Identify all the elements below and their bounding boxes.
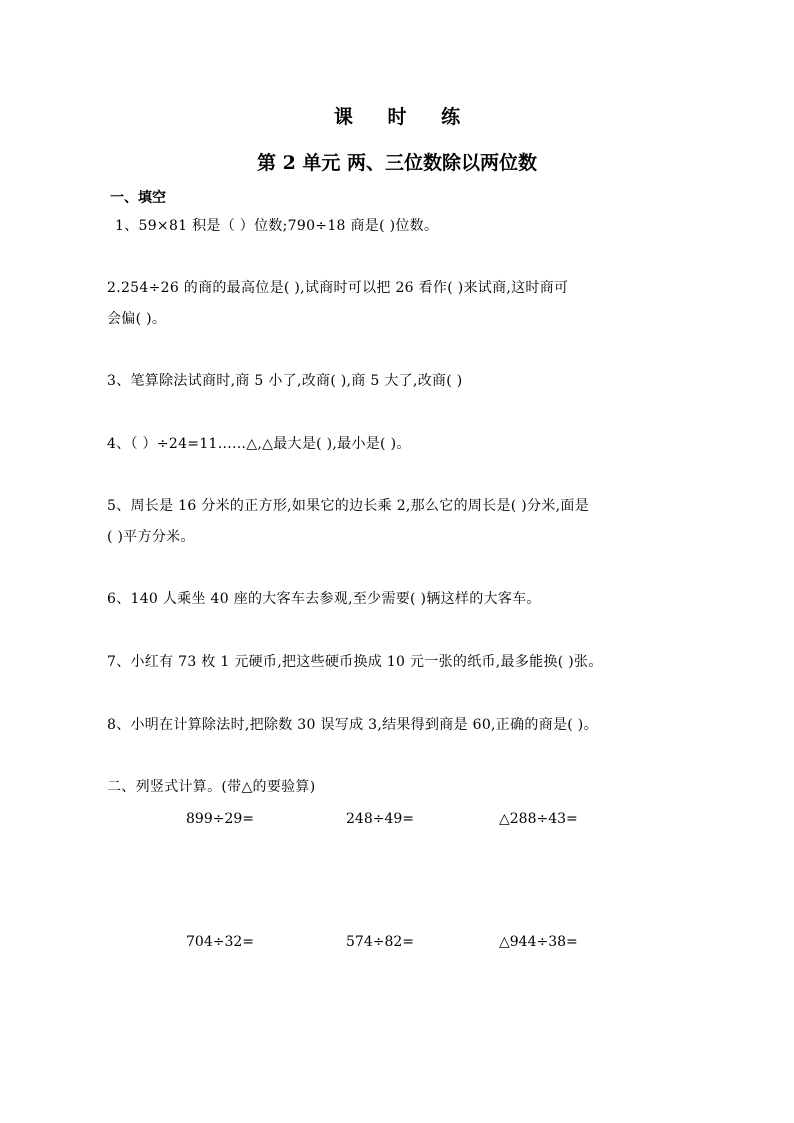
question-2: 2.254÷26 的商的最高位是( ),试商时可以把 26 看作( )来试商,这时商可 (107, 280, 569, 296)
calc-item: △288÷43= (499, 811, 578, 827)
calc-item: △944÷38= (499, 934, 578, 950)
question-5-continued: ( )平方分米。 (107, 529, 195, 545)
question-6: 6、140 人乘坐 40 座的大客车去参观,至少需要( )辆这样的大客车。 (107, 591, 541, 607)
section-vertical-calc-heading: 二、列竖式计算。(带△的要验算) (107, 779, 316, 795)
section-fill-blanks-heading: 一、填空 (110, 190, 166, 206)
calc-item: 574÷82= (346, 934, 414, 950)
unit-title: 第 2 单元 两、三位数除以两位数 (256, 152, 538, 174)
question-7: 7、小红有 73 枚 1 元硬币,把这些硬币换成 10 元一张的纸币,最多能换( )张。 (107, 654, 603, 670)
question-8: 8、小明在计算除法时,把除数 30 误写成 3,结果得到商是 60,正确的商是( )。 (107, 717, 598, 733)
calc-item: 899÷29= (186, 811, 254, 827)
question-4: 4、（ ）÷24=11……△,△最大是( ),最小是( )。 (107, 436, 411, 452)
worksheet-title: 课 时 练 (333, 106, 475, 128)
calc-item: 248÷49= (346, 811, 414, 827)
question-5: 5、周长是 16 分米的正方形,如果它的边长乘 2,那么它的周长是( )分米,面是 (107, 498, 590, 514)
calc-item: 704÷32= (186, 934, 254, 950)
question-1: 1、59×81 积是（ ）位数;790÷18 商是( )位数。 (115, 218, 439, 234)
question-2-continued: 会偏( )。 (107, 311, 167, 327)
question-3: 3、笔算除法试商时,商 5 小了,改商( ),商 5 大了,改商( ) (107, 373, 463, 389)
